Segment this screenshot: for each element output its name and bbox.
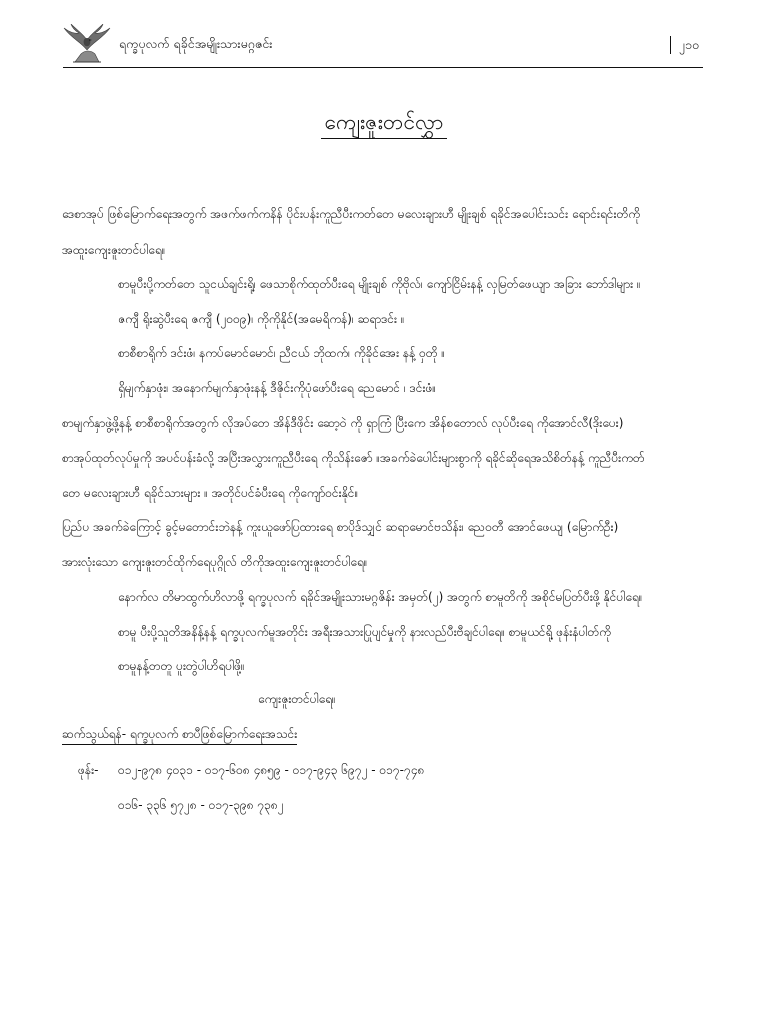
header-divider	[63, 67, 703, 68]
document-title-wrap	[0, 108, 768, 139]
header-title: ရက္ခပုလက် ရခိုင်အမျိုးသားမဂ္ဂဇင်း	[119, 36, 273, 51]
phone-label: ဖုန်း-	[78, 763, 99, 777]
closing-thanks: ကျေးဇူးတင်ပါရေ။	[258, 692, 336, 706]
page-header	[63, 22, 703, 68]
paragraph-line: ပြည်ပ အခက်ခဲကြောင့် ခွင့်မတောင်းဘဲနန့် ကူးယူဖော်ပြထားရေ စာပိုဒ်သျှင် ဆရာမောင်ဗသိန်း၊ ညေဝတီ အောင်ဖေယျ (မြောက်ဦး)	[62, 520, 619, 534]
paragraph-line: စာအုပ်ထုတ်လုပ်မှုကို အပင်ပန်းခံလို့ အပြီးအလွှားကူညီပီးရေ ကိုသိန်းဇော် ။အခက်ခဲပေါင်းများစွာကို ရခိုင်ဆိုရေအသိစိတ်နန့် ကူညီပီးကတ်	[62, 451, 645, 465]
paragraph-line: ဒေစာအုပ် ဖြစ်မြောက်ရေးအတွက် အဖက်ဖက်ကနိန် ပိုင်းပန်းကူညီပီးကတ်တေ မလေးချားဟီ မျိုးချစ် ရခိုင်အပေါင်းသင်း ရောင်းရင်းတိကို	[62, 207, 641, 221]
page-number: ၂၁၀	[670, 36, 699, 54]
paragraph-line: အထူးကျေးဇူးတင်ပါရေ။	[62, 243, 166, 257]
paragraph-line: ဇကျီ ရိုးဆွဲပီးရေ ဇကျီ (၂၀၀၉)၊ ကိုကိုနိုင်(အမေရိကန်)၊ ဆရာဒင်း ။	[118, 312, 405, 326]
phone-numbers-line: ၀၁၆- ၃၃၆ ၅၇၂၈ - ၀၁၇-၃၉၈ ၇၃၈၂	[118, 798, 284, 812]
paragraph-line: စာစီစာရိုက် ဒင်းဖံ၊ နကပ်မောင်မောင်၊ ညီငယ် ဘိုထက်၊ ကိုခိုင်အေး နန့် ဝှတို ။	[118, 346, 446, 360]
phone-numbers-line: ၀၁၂-၉၇၈ ၄၀၃၁ - ၀၁၇-၆၀၈ ၄၈၅၉ - ၀၁၇-၉၄၃ ၆၉၇၂ - ၀၁၇-၇၄၈	[118, 763, 425, 777]
paragraph-line: နောက်လ တိမာထွက်ဟိလာဖို့ ရက္ခပုလက် ရခိုင်အမျိုးသားမဂ္ဂဇိန်း အမှတ်(၂) အတွက် စာမူတိကို အစိုင်မပြတ်ပီးဖို့ နိုင်ပါရေ။	[118, 590, 643, 604]
paragraph-line: စာမူနန့်တတူ ပူးတွဲပါဟိရပါဖို့။	[118, 659, 245, 673]
paragraph-line: စာမူ ပီးပို့သူတိအနိန့်နန့် ရက္ခပုလက်မူအတိုင်း အရီးအသားပြုပျင်မှုကို နားလည်ပီးဗီချင်ပါရေ။ စာမူယင်ရို့ ဖုန်းနံပါတ်ကို	[118, 625, 611, 639]
document-title: ကျေးဇူးတင်လွှာ	[321, 108, 448, 139]
contact-label: ဆက်သွယ်ရန်- ရက္ခပုလက် စာပီဖြစ်မြောက်ရေးအသင်း	[62, 725, 297, 745]
eagle-logo-icon	[63, 24, 111, 64]
paragraph-line: စာမျက်နှာဖွဲ့ဖို့နန့် စာစီစာရိုက်အတွက် လိုအပ်တေ အိန်ဒီဖိုင်း ဆော့ဝဲ ကို ရှာကြံ ပြီးကေ အိန်စတောလ် လုပ်ပီးရေ ကိုအောင်လီ(ဒိုးပေး)	[62, 416, 624, 430]
paragraph-line: စာမူပီးပို့ကတ်တေ သူငယ်ချင်းရို့၊ ဖေသာစိုက်ထုတ်ပီးရေ မျိုးချစ် ကိုဗိုလ်၊ ကျော်ငြိမ်းနန့် လှမြတ်ဖေယျာ အခြား ဘော်ဒါများ ။	[118, 277, 641, 291]
paragraph-line: တေ မလေးချားဟီ ရခိုင်သားများ ။ အတိုင်ပင်ခံပီးရေ ကိုကျော်ဝင်းနိုင်။	[62, 486, 359, 500]
paragraph-line: ရှိမျက်နှာဖုံး၊ အနောက်မျက်နှာဖုံးနန့် ဒီဇိုင်းကိုပုံဖော်ပီးရေ ညေမောင် ၊ ဒင်းဖံ။	[118, 381, 437, 395]
paragraph-line: အားလုံးသော ကျေးဇူးတင်ထိုက်ရေပုဂ္ဂိုလ် တိကိုအထူးကျေးဇူးတင်ပါရေ။	[62, 555, 368, 569]
